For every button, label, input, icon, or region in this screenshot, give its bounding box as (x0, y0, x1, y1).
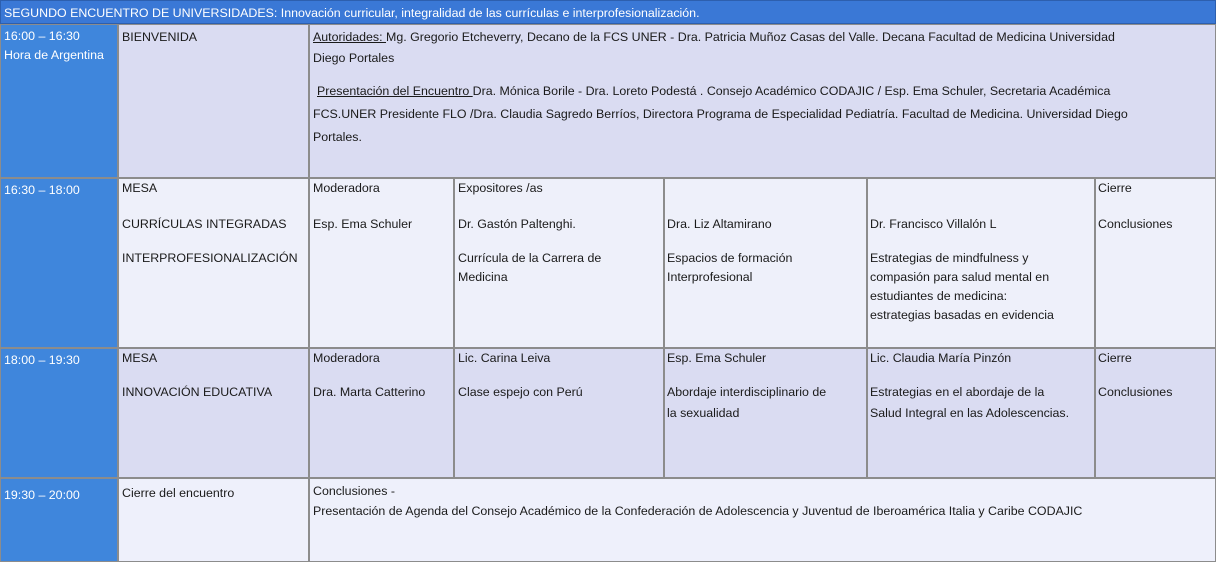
speaker1-topic1-r2: Currícula de la Carrera de (458, 251, 602, 265)
speaker1-cell-r2 (454, 178, 664, 348)
details-cell-r1 (309, 24, 1216, 178)
moderator-label-r2: Moderadora (313, 181, 380, 195)
table-title: SEGUNDO ENCUENTRO DE UNIVERSIDADES: Innovación curricular, integralidad de las currículas e interprofesionalización. (0, 0, 1216, 24)
activity-r4: Cierre del encuentro (122, 486, 235, 500)
time-note-r1: Hora de Argentina (4, 48, 104, 62)
autoridades-label: Autoridades: (313, 30, 387, 44)
closing-line2: Presentación de Agenda del Consejo Académico de la Confederación de Adolescencia y Juventud de Iberoamérica Italia y Caribe CODAJIC (313, 504, 1083, 518)
autoridades-line2: Diego Portales (313, 51, 395, 65)
speaker3-topic2-r3: Salud Integral en las Adolescencias. (870, 406, 1070, 420)
time-r1: 16:00 – 16:30 (4, 29, 80, 43)
speaker1-cell-r3 (454, 348, 664, 478)
activity-cell-r2 (118, 178, 309, 348)
speaker1-topic-r3: Clase espejo con Perú (458, 385, 583, 399)
activity-r2-l1: MESA (122, 181, 158, 195)
time-cell-r2 (0, 178, 118, 348)
moderator-label-r3: Moderadora (313, 351, 380, 365)
presentacion-label: Presentación del Encuentro (317, 84, 473, 98)
time-r2: 16:30 – 18:00 (4, 183, 80, 197)
time-cell-r4 (0, 478, 118, 562)
closing-cell-r3 (1095, 348, 1216, 478)
autoridades-text: Mg. Gregorio Etcheverry, Decano de la FCS UNER - Dra. Patricia Muñoz Casas del Valle. Decana Facultad de Medicina Universidad (386, 30, 1115, 44)
speaker2-topic1-r2: Espacios de formación (667, 251, 793, 265)
presentacion-line3: Portales. (313, 130, 362, 144)
activity-cell-r1 (118, 24, 309, 178)
details-cell-r4 (309, 478, 1216, 562)
speaker1-name-r3: Lic. Carina Leiva (458, 351, 551, 365)
speaker3-cell-r3 (867, 348, 1095, 478)
time-cell-r3 (0, 348, 118, 478)
autoridades-line1 (313, 28, 1115, 47)
conclusions-label-r2: Conclusiones (1098, 217, 1173, 231)
speaker3-topic1-r3: Estrategias en el abordaje de la (870, 385, 1045, 399)
activity-cell-r4 (118, 478, 309, 562)
speaker2-topic2-r3: la sexualidad (667, 406, 740, 420)
closing-line1: Conclusiones - (313, 484, 395, 498)
speaker2-cell-r3 (664, 348, 867, 478)
speaker3-topic1-r2: Estrategias de mindfulness y (870, 251, 1029, 265)
closing-cell-r2 (1095, 178, 1216, 348)
speaker3-topic4-r2: estrategias basadas en evidencia (870, 308, 1054, 322)
speaker1-name-r2: Dr. Gastón Paltenghi. (458, 217, 576, 231)
speaker2-topic2-r2: Interprofesional (667, 270, 753, 284)
conclusions-label-r3: Conclusiones (1098, 385, 1173, 399)
closing-label-r2: Cierre (1098, 181, 1132, 195)
activity-cell-r3 (118, 348, 309, 478)
activity-r2-l2: CURRÍCULAS INTEGRADAS (122, 217, 287, 231)
speaker2-name-r2: Dra. Liz Altamirano (667, 217, 772, 231)
presentacion-line2: FCS.UNER Presidente FLO /Dra. Claudia Sagredo Berríos, Directora Programa de Especialidad Pediatría. Facultad de Medicina. Universidad Diego (313, 107, 1128, 121)
moderator-name-r3: Dra. Marta Catterino (313, 385, 426, 399)
speaker3-topic3-r2: estudiantes de medicina: (870, 289, 1008, 303)
activity-r2-l3: INTERPROFESIONALIZACIÓN (122, 251, 298, 265)
speaker3-name-r2: Dr. Francisco Villalón L (870, 217, 997, 231)
speaker3-name-r3: Lic. Claudia María Pinzón (870, 351, 1012, 365)
moderator-name-r2: Esp. Ema Schuler (313, 217, 413, 231)
speakers-label: Expositores /as (458, 181, 543, 195)
speaker2-topic1-r3: Abordaje interdisciplinario de (667, 385, 827, 399)
activity-r3-l2: INNOVACIÓN EDUCATIVA (122, 385, 273, 399)
speaker2-name-r3: Esp. Ema Schuler (667, 351, 767, 365)
closing-label-r3: Cierre (1098, 351, 1132, 365)
speaker2-cell-r2 (664, 178, 867, 348)
speaker3-cell-r2 (867, 178, 1095, 348)
presentacion-text: Dra. Mónica Borile - Dra. Loreto Podestá . Consejo Académico CODAJIC / Esp. Ema Schuler, Secretaria Académica (472, 84, 1111, 98)
time-r4: 19:30 – 20:00 (4, 488, 80, 502)
speaker1-topic2-r2: Medicina (458, 270, 508, 284)
activity-r3-l1: MESA (122, 351, 158, 365)
presentacion-line1 (313, 82, 1110, 101)
time-cell-r1 (0, 24, 118, 178)
moderator-cell-r2 (309, 178, 454, 348)
time-r3: 18:00 – 19:30 (4, 353, 80, 367)
activity-r1: BIENVENIDA (122, 30, 198, 44)
speaker3-topic2-r2: compasión para salud mental en (870, 270, 1050, 284)
moderator-cell-r3 (309, 348, 454, 478)
